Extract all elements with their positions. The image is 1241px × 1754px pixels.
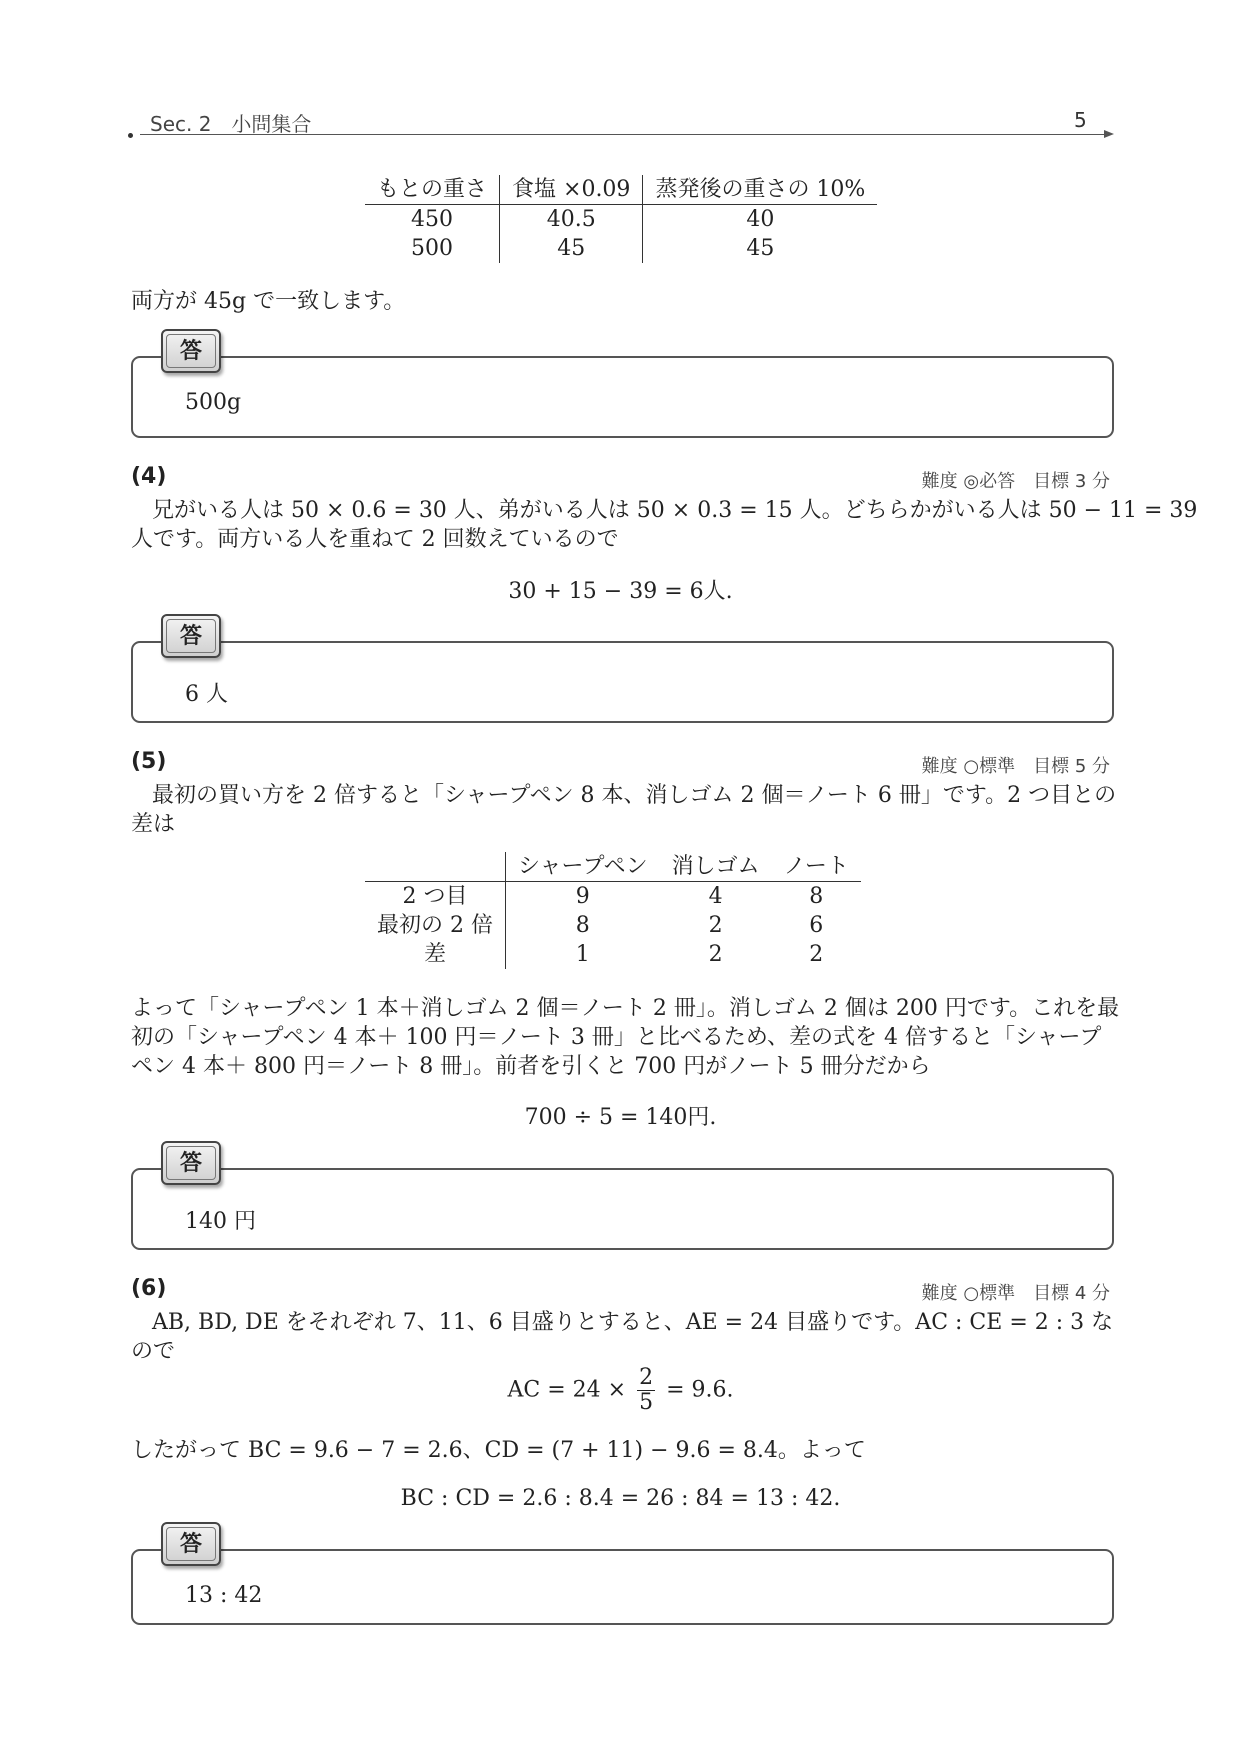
header-bullet [128,133,133,138]
question-number: (6) [131,1276,167,1301]
table-cell: 40.5 [500,205,643,235]
answer-value: 140 円 [185,1209,256,1234]
table-header-cell [365,852,505,882]
table-cell: 9 [575,884,590,909]
table-cell: 450 [365,205,500,235]
table-cell: 2 [708,913,723,938]
q6-text2: したがって BC = 9.6 − 7 = 2.6、CD = (7 + 11) − 9.6 = 8.4。よって [131,1438,866,1463]
answer-badge-label: 答 [166,619,216,653]
fraction [637,1366,655,1415]
q5-text2-line2: 初の「シャープペン 4 本＋ 100 円＝ノート 3 冊」と比べるため、差の式を 4 倍すると「シャープ [131,1025,1102,1050]
q5-equation: 700 ÷ 5 = 140円. [524,1105,717,1130]
table-cell: 4 [708,884,723,909]
q5-text-line2: 差は [131,812,176,837]
q6-equation2: BC : CD = 2.6 : 8.4 = 26 : 84 = 13 : 42. [400,1486,841,1511]
table-cell: 8 [809,884,824,909]
q4-text-line1: 兄がいる人は 50 × 0.6 = 30 人、弟がいる人は 50 × 0.3 = 15 人。どちらかがいる人は 50 − 11 = 39 [152,498,1198,523]
table-header-cell: 消しゴム [660,852,772,882]
answer-badge [161,329,221,373]
table-cell: 6 [809,913,824,938]
table-cell: 45 [500,234,643,263]
table-cell: 500 [365,234,500,263]
q5-text2-line1: よって「シャープペン 1 本＋消しゴム 2 個＝ノート 2 冊」。消しゴム 2 個は 200 円です。これを最 [131,996,1120,1021]
answer-badge-label: 答 [166,1527,216,1561]
table-header-row [365,852,861,882]
answer-box-q5 [131,1150,1114,1250]
table-row [365,205,877,235]
salt-weight-table [365,175,877,263]
table-row [365,911,861,940]
table-row [365,940,861,969]
difficulty-meta: 難度 ○標準 目標 4 分 [921,1283,1110,1304]
difficulty-meta: 難度 ◎必答 目標 3 分 [921,471,1110,492]
answer-box-q3 [131,338,1114,438]
table-cell: 差 [365,940,505,969]
header-arrow-icon [1104,130,1114,138]
answer-value: 6 人 [185,682,228,707]
table-header-cell: シャープペン [505,852,659,882]
table-header-cell: 蒸発後の重さの 10% [643,175,877,205]
table-header-row [365,175,877,205]
answer-value: 500g [185,390,242,415]
table-cell: 最初の 2 倍 [365,911,505,940]
answer-value: 13 : 42 [185,1583,263,1608]
table-header-cell: 食塩 ×0.09 [500,175,643,205]
question-number: (5) [131,749,167,774]
table-cell: 2 つ目 [365,882,505,912]
q5-text2-line3: ペン 4 本＋ 800 円＝ノート 8 冊」。前者を引くと 700 円がノート 5 冊分だから [131,1054,931,1079]
eq-right: = 9.6. [666,1377,734,1403]
answer-badge [161,1141,221,1185]
table-cell: 2 [708,942,723,967]
table-cell: 45 [746,236,775,261]
table-cell: 2 [809,942,824,967]
fraction-denominator: 5 [639,1390,654,1415]
table-cell: 8 [575,913,590,938]
table-cell: 1 [575,942,590,967]
q6-fraction-equation [0,1366,1241,1415]
q5-text-line1: 最初の買い方を 2 倍すると「シャープペン 8 本、消しゴム 2 個＝ノート 6 冊」です。2 つ目との [152,783,1117,808]
section-title: Sec. 2 小問集合 [150,112,312,136]
page-number: 5 [1074,108,1087,132]
eq-left: AC = 24 × [507,1377,627,1403]
table-header-cell: もとの重さ [365,175,500,205]
q4-equation: 30 + 15 − 39 = 6人. [508,579,733,604]
table-header-cell: ノート [772,852,861,882]
answer-badge [161,614,221,658]
q3-conclusion: 両方が 45g で一致します。 [131,289,406,314]
q6-text-line2: ので [131,1339,176,1364]
difficulty-meta: 難度 ○標準 目標 5 分 [921,756,1110,777]
fraction-numerator: 2 [639,1365,654,1390]
purchase-difference-table [365,852,861,969]
table-cell: 40 [746,207,775,232]
q6-text-line1: AB, BD, DE をそれぞれ 7、11、6 目盛りとすると、AE = 24 目盛りです。AC : CE = 2 : 3 な [152,1310,1114,1335]
answer-badge-label: 答 [166,334,216,368]
table-row [365,234,877,263]
q4-text-line2: 人です。両方いる人を重ねて 2 回数えているので [131,527,619,552]
answer-box-q6 [131,1531,1114,1625]
answer-badge [161,1522,221,1566]
answer-box-q4 [131,623,1114,723]
table-row [365,882,861,912]
question-number: (4) [131,464,167,489]
answer-badge-label: 答 [166,1146,216,1180]
